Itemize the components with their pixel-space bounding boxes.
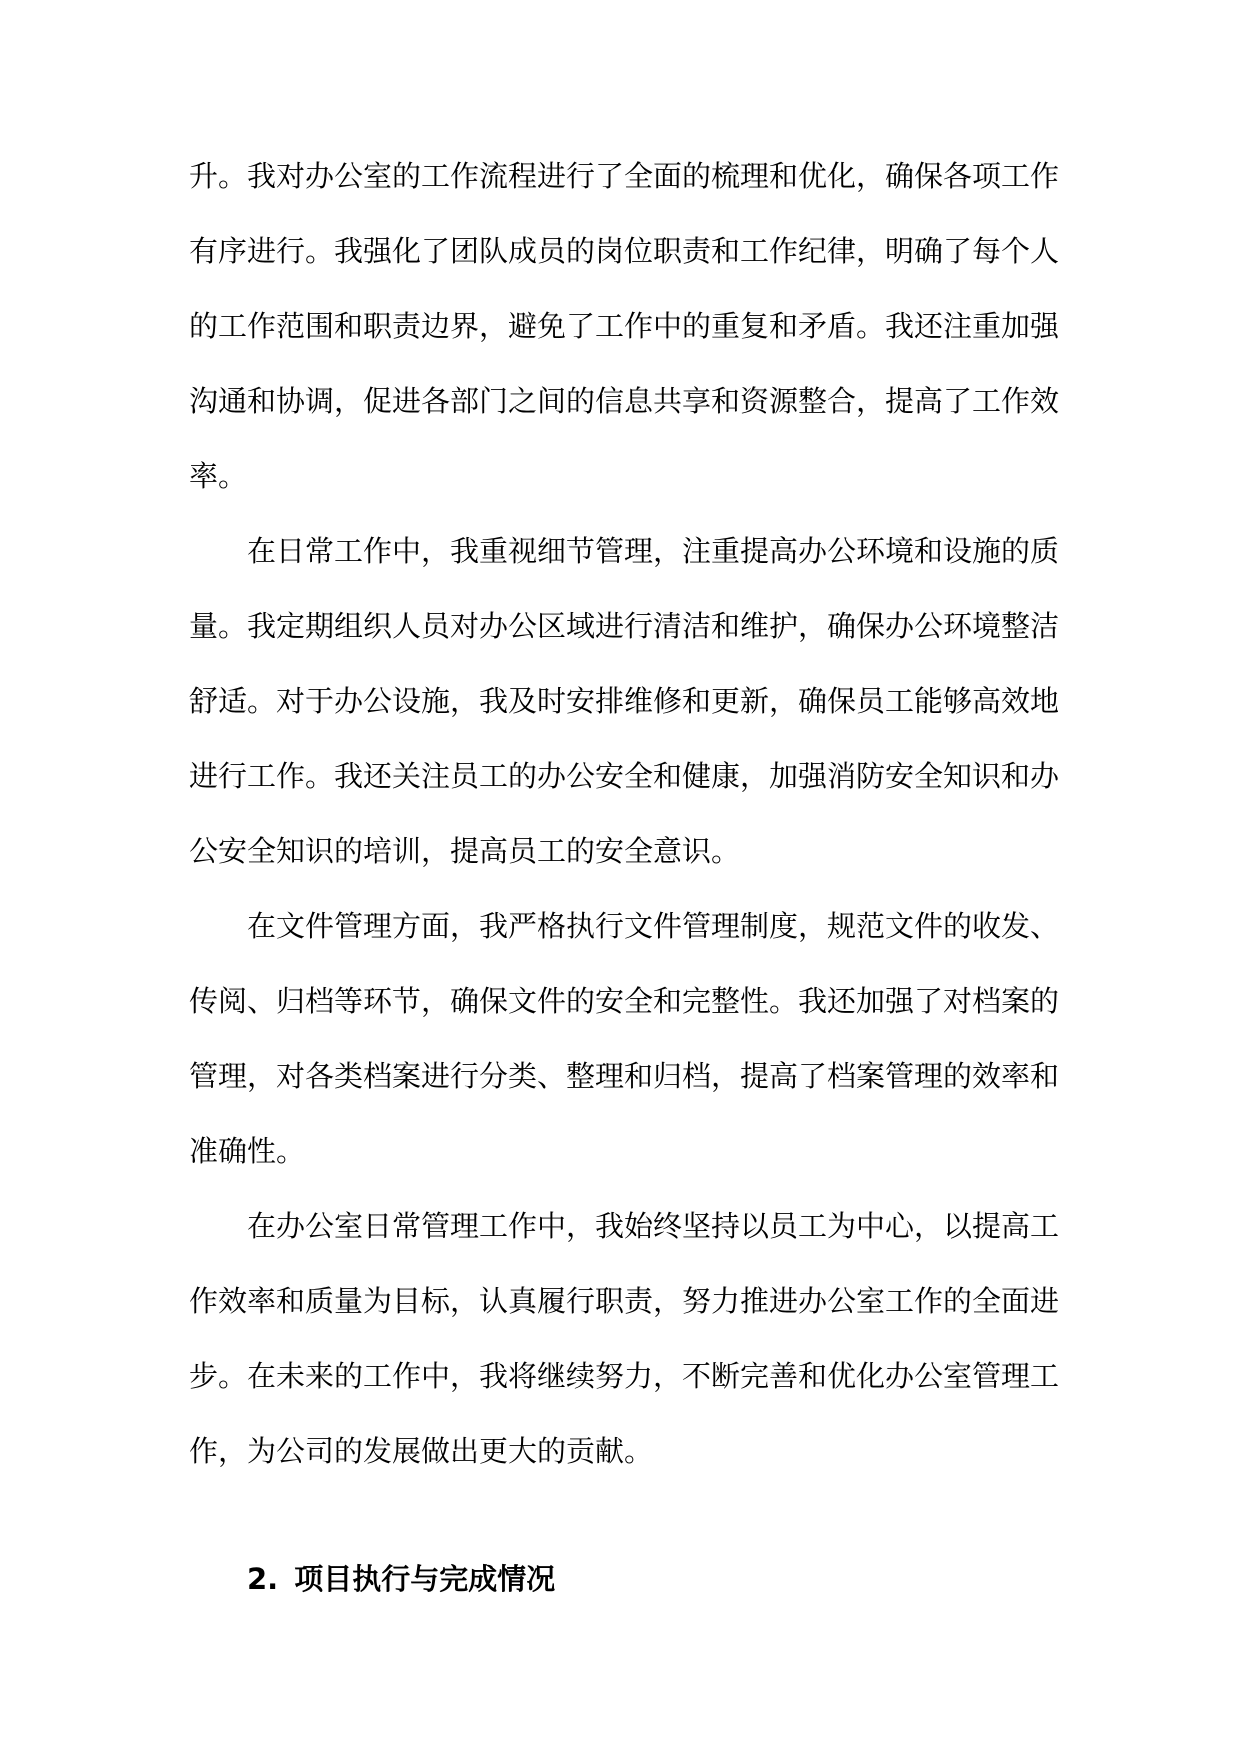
paragraph-office-management: 在办公室日常管理工作中，我始终坚持以员工为中心，以提高工作效率和质量为目标，认真履行职责，努力推进办公室工作的全面进步。在未来的工作中，我将继续努力，不断完善和优化办公室管理工作，为公司的发展做出更大的贡献。 [189, 1209, 1060, 1468]
paragraph-daily-work: 在日常工作中，我重视细节管理，注重提高办公环境和设施的质量。我定期组织人员对办公区域进行清洁和维护，确保办公环境整洁舒适。对于办公设施，我及时安排维修和更新，确保员工能够高效地进行工作。我还关注员工的办公安全和健康，加强消防安全知识和办公安全知识的培训，提高员工的安全意识。 [189, 534, 1060, 868]
document-body [189, 139, 1059, 1609]
section-title: 项目执行与完成情况 [294, 1562, 556, 1596]
paragraph-continued: 升。我对办公室的工作流程进行了全面的梳理和优化，确保各项工作有序进行。我强化了团队成员的岗位职责和工作纪律，明确了每个人的工作范围和职责边界，避免了工作中的重复和矛盾。我还注重加强沟通和协调，促进各部门之间的信息共享和资源整合，提高了工作效率。 [189, 159, 1060, 493]
paragraph-file-management: 在文件管理方面，我严格执行文件管理制度，规范文件的收发、传阅、归档等环节，确保文件的安全和完整性。我还加强了对档案的管理，对各类档案进行分类、整理和归档，提高了档案管理的效率和准确性。 [189, 909, 1060, 1168]
section-heading [189, 1549, 1059, 1609]
section-number: 2. [247, 1562, 279, 1596]
